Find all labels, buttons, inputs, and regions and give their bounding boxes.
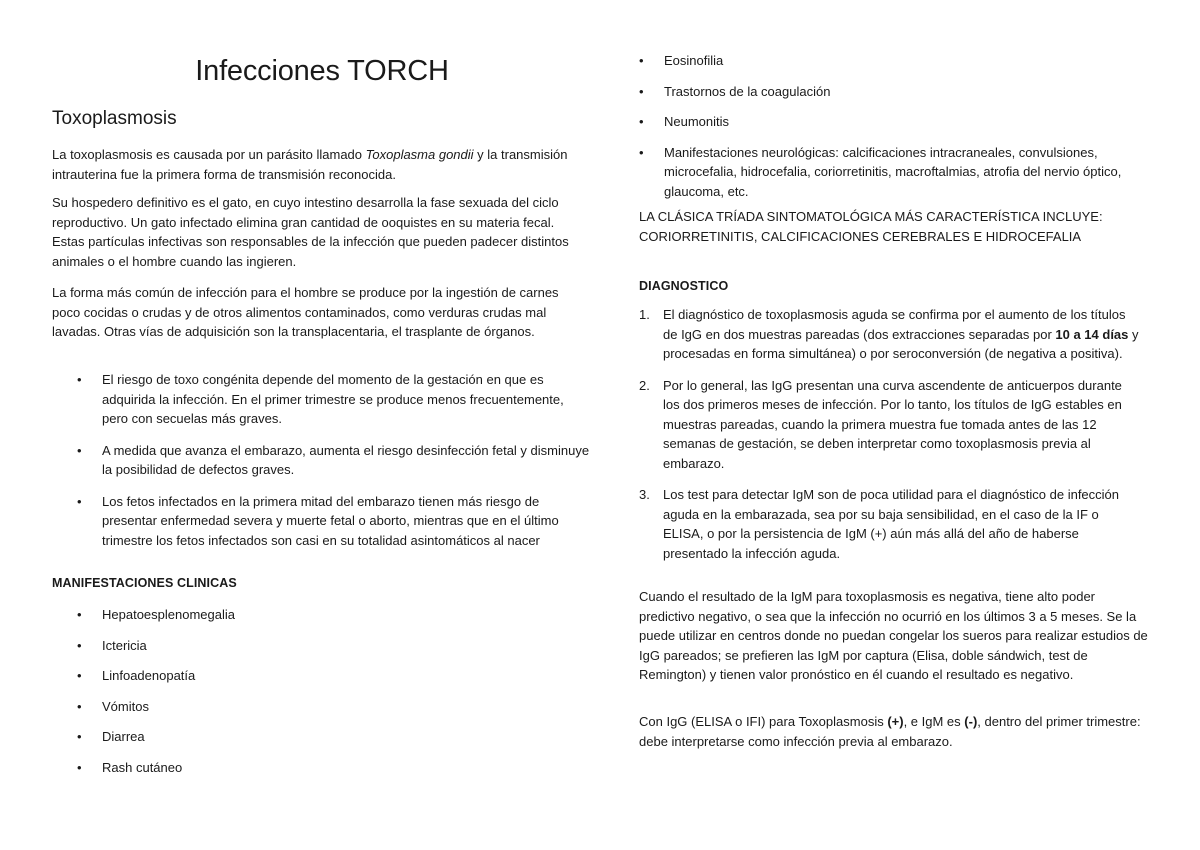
list-item-text: Ictericia [102, 637, 147, 653]
list-item-text: Eosinofilia [664, 53, 724, 68]
list-item-text: Rash cutáneo [102, 759, 183, 775]
list-item-text: Por lo general, las IgG presentan una curva ascendente de anticuerpos durante los dos primeros meses de infección. Por lo tanto, los títulos de IgG estables en muestras pareadas, cuando la primera muestra fue tomada antes de las 12 semanas de gestación, se deben interpretar como toxoplasmosis previa al embarazo. [663, 377, 1122, 471]
diagnostic-list [639, 305, 1139, 563]
list-item-text: Diarrea [102, 729, 145, 744]
list-item [52, 697, 592, 717]
list-item-text: Manifestaciones neurológicas: calcificaciones intracraneales, convulsiones, microcefalia, hidrocefalia, coriorretinitis, macroftalmias, atrofia del nervio óptico, glaucoma, etc. [664, 144, 1122, 199]
paragraph-intro-after: y la transmisión intrauterina fue la primera forma de transmisión reconocida. [52, 147, 568, 182]
list-item-text: Linfoadenopatía [102, 668, 196, 683]
final-text-1: Con IgG (ELISA o IFI) para Toxoplasmosis [639, 714, 888, 729]
bullet-icon: • [77, 698, 82, 714]
parasite-name: Toxoplasma gondii [365, 147, 474, 162]
paragraph-intro [52, 145, 572, 184]
bullet-icon: • [77, 729, 82, 744]
list-item [52, 605, 592, 625]
igm-negative: (-) [964, 714, 978, 729]
bullet-icon: • [639, 114, 644, 129]
list-item [639, 485, 1139, 563]
list-item [639, 376, 1139, 474]
document-title: Infecciones TORCH [195, 55, 449, 87]
manifestations-heading: MANIFESTACIONES CLINICAS [52, 576, 237, 590]
list-item [52, 758, 592, 778]
paragraph-intro-before: La toxoplasmosis es causada por un parásito llamado [52, 147, 366, 162]
list-number: 3. [639, 487, 650, 502]
list-item [52, 441, 592, 480]
bullet-icon: • [77, 668, 82, 683]
list-item-text: El riesgo de toxo congénita depende del momento de la gestación en que es adquirida la infección. En el primer trimestre se produce menos frecuentemente, pero con secuelas más graves. [102, 372, 564, 426]
list-item-text-after: y procesadas en forma simultánea) o por seroconversión (de negativa a positiva). [663, 326, 1139, 361]
list-item-text: Neumonitis [664, 114, 730, 129]
diagnostic-heading: DIAGNOSTICO [639, 279, 729, 293]
section-heading-toxoplasmosis: Toxoplasmosis [52, 108, 177, 129]
bullet-icon: • [77, 759, 82, 775]
list-item-text: Trastornos de la coagulación [664, 83, 831, 99]
list-item-text: A medida que avanza el embarazo, aumenta el riesgo desinfección fetal y disminuye la posibilidad de defectos graves. [102, 442, 590, 477]
triad-paragraph: LA CLÁSICA TRÍADA SINTOMATOLÓGICA MÁS CARACTERÍSTICA INCLUYE: CORIORRETINITIS, CALCIFICACIONES CEREBRALES E HIDROCEFALIA [639, 209, 1103, 244]
final-paragraph [639, 712, 1144, 751]
bullet-icon: • [639, 53, 644, 68]
list-item [614, 82, 1139, 102]
paragraph-host: Su hospedero definitivo es el gato, en cuyo intestino desarrolla la fase sexuada del ciclo reproductivo. Un gato infectado elimina gran cantidad de ooquistes en su materia fecal. Estas partículas infectivas son responsables de la infección que pueden padecer distintos animales o el hombre cuando las ingieren. [52, 195, 569, 269]
list-item [52, 727, 592, 747]
list-number: 2. [639, 377, 650, 393]
bullet-icon: • [77, 607, 82, 622]
list-item [614, 143, 1139, 202]
list-item-text: Los test para detectar IgM son de poca utilidad para el diagnóstico de infección aguda en la embarazada, sea por su baja sensibilidad, en el caso de la IF o ELISA, o por la persistencia de IgM (+) aún más allá del año de haberse presentado la infección aguda. [663, 487, 1120, 561]
bullet-icon: • [639, 83, 644, 99]
risk-list [52, 370, 592, 550]
list-item [614, 112, 1139, 132]
list-item-text: El diagnóstico de toxoplasmosis aguda se confirma por el aumento de los títulos de IgG en dos muestras pareadas (dos extracciones separadas por [663, 307, 1126, 342]
list-item-text: Vómitos [102, 698, 149, 714]
list-item-text: Los fetos infectados en la primera mitad del embarazo tienen más riesgo de presentar enfermedad severa y muerte fetal o aborto, mientras que en el último trimestre los fetos infectados son casi en su totalidad asintomáticos al nacer [102, 493, 559, 548]
list-item [52, 666, 592, 686]
list-item [52, 636, 592, 656]
manifestations-list-continued [614, 51, 1139, 201]
igm-paragraph: Cuando el resultado de la IgM para toxoplasmosis es negativa, tiene alto poder predictivo negativo, o sea que la infección no ocurrió en los últimos 3 a 5 meses. Se la puede utilizar en centros donde no puedan congelar los sueros para realizar estudios de IgG pareados; se prefieren las IgM por captura (Elisa, doble sándwich, test de Remington) y tienen valor pronóstico en él cuando el resultado es negativo. [639, 589, 1148, 682]
manifestations-list [52, 605, 592, 777]
bullet-icon: • [77, 372, 82, 387]
final-text-2: , e IgM es [903, 714, 965, 729]
paragraph-transmission: La forma más común de infección para el hombre se produce por la ingestión de carnes poco cocidas o crudas y de otros alimentos contaminados, como verduras crudas mal lavadas. Otras vías de adquisición son la transplacentaria, el trasplante de órganos. [52, 285, 559, 339]
list-item [614, 51, 1139, 71]
list-item-text: Hepatoesplenomegalia [102, 607, 235, 622]
bullet-icon: • [77, 637, 82, 653]
list-item [52, 492, 592, 551]
igg-positive: (+) [887, 714, 904, 729]
list-item [52, 370, 592, 429]
final-text-3: , dentro del primer trimestre: debe interpretarse como infección previa al embarazo. [639, 714, 1141, 749]
bullet-icon: • [77, 442, 82, 458]
bullet-icon: • [639, 144, 644, 160]
list-item [639, 305, 1139, 364]
list-item-bold: 10 a 14 días [1055, 326, 1129, 342]
list-number: 1. [639, 307, 650, 322]
bullet-icon: • [77, 493, 82, 509]
